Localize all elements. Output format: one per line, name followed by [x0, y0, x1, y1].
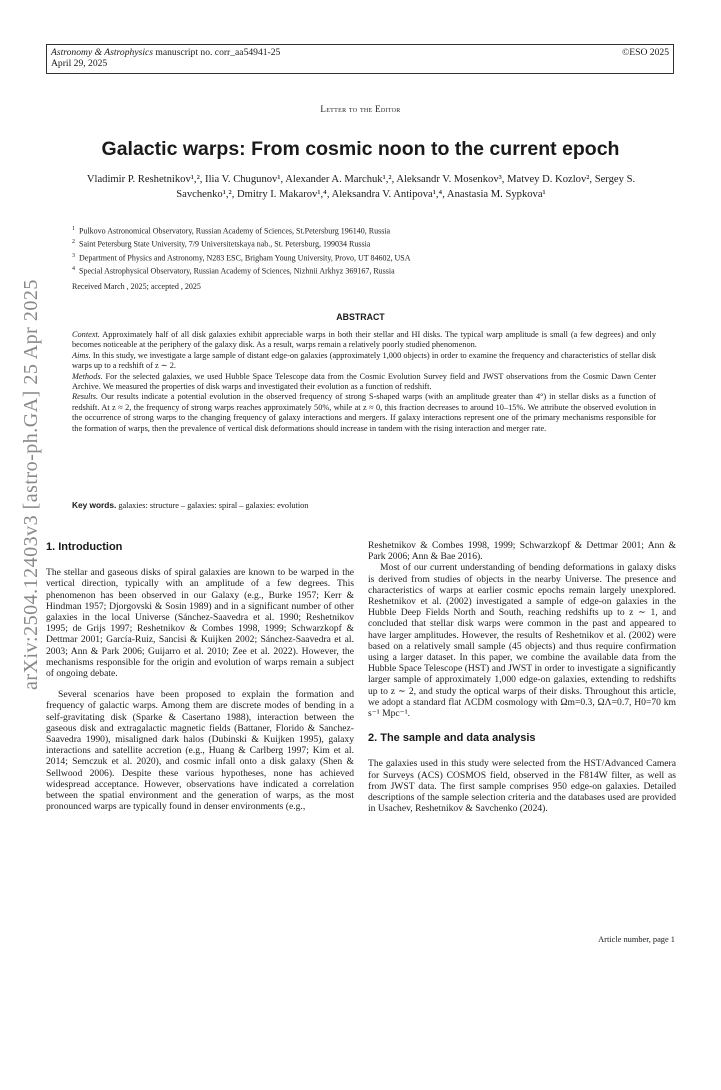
- copyright: ©ESO 2025: [622, 47, 669, 58]
- header-left: [51, 47, 280, 69]
- manuscript-date: April 29, 2025: [51, 58, 108, 69]
- abstract-methods: Methods. For the selected galaxies, we used Hubble Space Telescope data from the Cosmic Evolution Survey field and JWST observations from the Cosmic Dawn Center Archive. We measured the properties of disk warps and investigated their evolution as a function of redshift.: [72, 371, 656, 392]
- right-column: [368, 540, 676, 824]
- affiliation-3: $^3$ Department of Physics and Astronomy, N283 ESC, Brigham Young University, Provo, UT 84602, USA: [72, 252, 411, 263]
- keywords-label: Key words.: [72, 500, 117, 510]
- manuscript-header: [46, 44, 674, 74]
- abstract-heading: ABSTRACT: [336, 312, 385, 322]
- author-list: Vladimir P. Reshetnikov¹,², Ilia V. Chugunov¹, Alexander A. Marchuk¹,², Aleksandr V. Mosenkov³, Matvey D. Kozlov², Sergey S. Savchenko¹,², Dmitry I. Makarov¹,⁴, Aleksandra V. Antipova¹,⁴, Anastasia M. Sypkova¹: [86, 174, 636, 200]
- abstract-results: Results. Our results indicate a potential evolution in the observed frequency of strong S-shaped warps (with an amplitude greater than 4°) in stellar disks as a function of redshift. At z ≈ 2, the frequency of strong warps reaches approximately 50%, while at z ≈ 0, this fraction decreases to around 10–15%. We attribute the observed evolution in the occurrence of strong warps to the changing frequency of galaxy interactions and mergers. If galaxy interactions represent one of the primary mechanisms responsible for the formation of warps, then the prevalence of vertical disk deformations should increase in tandem with the rising interaction and merger rate.: [72, 392, 656, 433]
- sample-heading: 2. The sample and data analysis: [368, 732, 536, 745]
- abstract-context: Context. Approximately half of all disk galaxies exhibit appreciable warps in both their stellar and HI disks. The typical warp amplitude is small (a few degrees) and only becomes noticeable at the periphery of the galaxy disk. As a result, warps remain a relatively poorly studied phenomenon.: [72, 330, 656, 350]
- abstract-body: [72, 330, 656, 434]
- intro-paragraph-3: Most of our current understanding of bending deformations in galaxy disks is derived from studies of objects in the nearby Universe. The presence and characteristics of warps at earlier cosmic epochs remain largely unexplored. Reshetnikov et al. (2002) investigated a sample of edge-on galaxies in the Hubble Deep Fields North and South, reaching redshifts up to z ∼ 1, and concluded that stellar disk warps were common in the past and appeared to have larger amplitudes. However, the results of Reshetnikov et al. (2002) were based on a relatively small sample (45 objects) and thus require confirmation using a larger dataset. In this paper, we combine the available data from the Hubble Space Telescope (HST) and JWST in order to investigate a significantly larger sample of approximately 1,000 edge-on galaxies, extending to redshifts up to z ∼ 2, and study the optical warps of their disks. Throughout this article, we adopt a standard flat ΛCDM cosmology with Ωm=0.3, ΩΛ=0.7, H0=70 km s⁻¹ Mpc⁻¹.: [368, 562, 676, 720]
- affiliations: [72, 224, 662, 277]
- keywords-text: galaxies: structure – galaxies: spiral – galaxies: evolution: [118, 501, 309, 510]
- affiliation-1: $^1$ Pulkovo Astronomical Observatory, Russian Academy of Sciences, St.Petersburg 196140, Russia: [72, 226, 391, 236]
- affiliation-2: $^2$ Saint Petersburg State University, 7/9 Universitetskaya nab., St. Petersburg, 199034 Russia: [72, 239, 371, 249]
- paper-title: Galactic warps: From cosmic noon to the current epoch: [101, 138, 620, 160]
- received-dates: Received March , 2025; accepted , 2025: [72, 282, 201, 291]
- left-column: [46, 540, 354, 822]
- affiliation-4: $^4$ Special Astrophysical Observatory, Russian Academy of Sciences, Nizhnii Arkhyz 369167, Russia: [72, 265, 395, 276]
- sample-paragraph-1: The galaxies used in this study were selected from the HST/Advanced Camera for Surveys (ACS) COSMOS field, observed in the F814W filter, as well as from JWST data. The first sample comprises 950 edge-on galaxies. Detailed descriptions of the sample selection criteria and the databases used are provided in Usachev, Reshetnikov & Savchenko (2024).: [368, 758, 676, 815]
- intro-heading: 1. Introduction: [46, 541, 123, 553]
- keywords: [72, 500, 656, 510]
- intro-paragraph-2: Several scenarios have been proposed to explain the formation and frequency of galactic warps. Among them are discrete modes of bending in a self-gravitating disk (Sparke & Casertano 1988), interaction between the gaseous disk and extragalactic magnetic fields (Battaner, Florido & Sanchez-Saavedra 1990), misaligned dark halos (Dubinski & Kuijken 1995), galaxy interactions and satellite accretion (e.g., Huang & Carlberg 1997; Kim et al. 2014; Semczuk et al. 2020), and cosmic infall onto a disk galaxy (Shen & Sellwood 2006). Despite these various hypotheses, none has achieved widespread acceptance. However, observations have indicated a correlation between the spatial environment and the generation of warps, as the most pronounced warps are typically found in denser environments (e.g.,: [46, 689, 354, 813]
- section-tag: Letter to the Editor: [320, 104, 401, 114]
- manuscript-id: manuscript no. corr_aa54941-25: [155, 47, 281, 58]
- arxiv-stamp: arXiv:2504.12403v3 [astro-ph.GA] 25 Apr 2025: [20, 279, 42, 690]
- page-footer: Article number, page 1: [598, 935, 675, 944]
- intro-paragraph-1: The stellar and gaseous disks of spiral galaxies are known to be warped in the vertical direction, typically with an amplitude of a few degrees. This phenomenon has been observed in our Galaxy (e.g., Burke 1957; Kerr & Hindman 1957; Djorgovski & Sosin 1989) and in a significant number of other galaxies in the local Universe (Sánchez-Saavedra et al. 1990; Reshetnikov 1995; de Grijs 1997; Reshetnikov & Combes 1998, 1999; Schwarzkopf & Dettmar 2001; García-Ruiz, Sancisi & Kuijken 2002; Sánchez-Saavedra et al. 2003; Ann & Park 2006; Guijarro et al. 2010; Zee et al. 2022). However, the mechanisms responsible for the origin and evolution of warps remain a subject of ongoing debate.: [46, 567, 354, 680]
- journal-name: Astronomy & Astrophysics: [51, 47, 153, 58]
- abstract-aims: Aims. In this study, we investigate a large sample of distant edge-on galaxies (approximately 1,000 objects) in order to examine the frequency and characteristics of stellar disk warps up to a redshift of z ∼ 2.: [72, 350, 656, 371]
- intro-paragraph-continued: Reshetnikov & Combes 1998, 1999; Schwarzkopf & Dettmar 2001; Ann & Park 2006; Ann & Bae 2016).: [368, 540, 676, 563]
